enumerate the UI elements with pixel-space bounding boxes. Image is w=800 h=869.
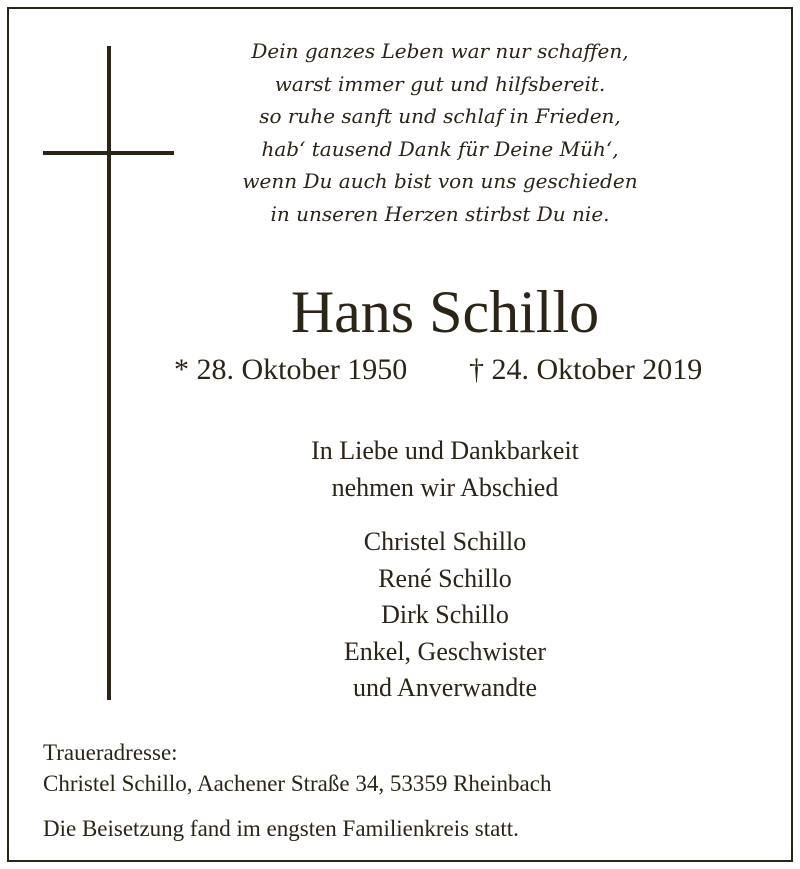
- memorial-poem: [200, 35, 680, 230]
- mourners-list: [150, 524, 740, 707]
- poem-line: Dein ganzes Leben war nur schaffen,: [251, 39, 629, 63]
- poem-line: in unseren Herzen stirbst Du nie.: [270, 201, 610, 226]
- poem-line: warst immer gut und hilfsbereit.: [274, 71, 606, 96]
- poem-line: wenn Du auch bist von uns geschieden: [242, 169, 638, 193]
- cross-horizontal-bar: [43, 151, 174, 155]
- deceased-name: Hans Schillo: [290, 279, 600, 345]
- burial-note: Die Beisetzung fand im engsten Familienkreis statt.: [43, 816, 519, 841]
- farewell-line: In Liebe und Dankbarkeit: [311, 436, 579, 465]
- address-label: Traueradresse:: [43, 740, 178, 765]
- poem-line: hab‘ tausend Dank für Deine Müh‘,: [261, 136, 619, 161]
- mourner-name: Enkel, Geschwister: [343, 636, 547, 666]
- farewell-text: [150, 432, 740, 506]
- cross-vertical-bar: [107, 46, 111, 700]
- mourner-name: und Anverwandte: [352, 673, 538, 702]
- mourner-name: Christel Schillo: [363, 527, 527, 556]
- mourner-name: René Schillo: [378, 563, 512, 593]
- address-line: Christel Schillo, Aachener Straße 34, 53359 Rheinbach: [43, 771, 552, 796]
- mourning-address: [43, 737, 551, 799]
- farewell-line: nehmen wir Abschied: [331, 473, 559, 502]
- birth-date: * 28. Oktober 1950: [174, 353, 408, 386]
- poem-line: so ruhe sanft und schlaf in Frieden,: [259, 104, 621, 128]
- death-date: † 24. Oktober 2019: [469, 353, 703, 386]
- mourner-name: Dirk Schillo: [381, 600, 509, 629]
